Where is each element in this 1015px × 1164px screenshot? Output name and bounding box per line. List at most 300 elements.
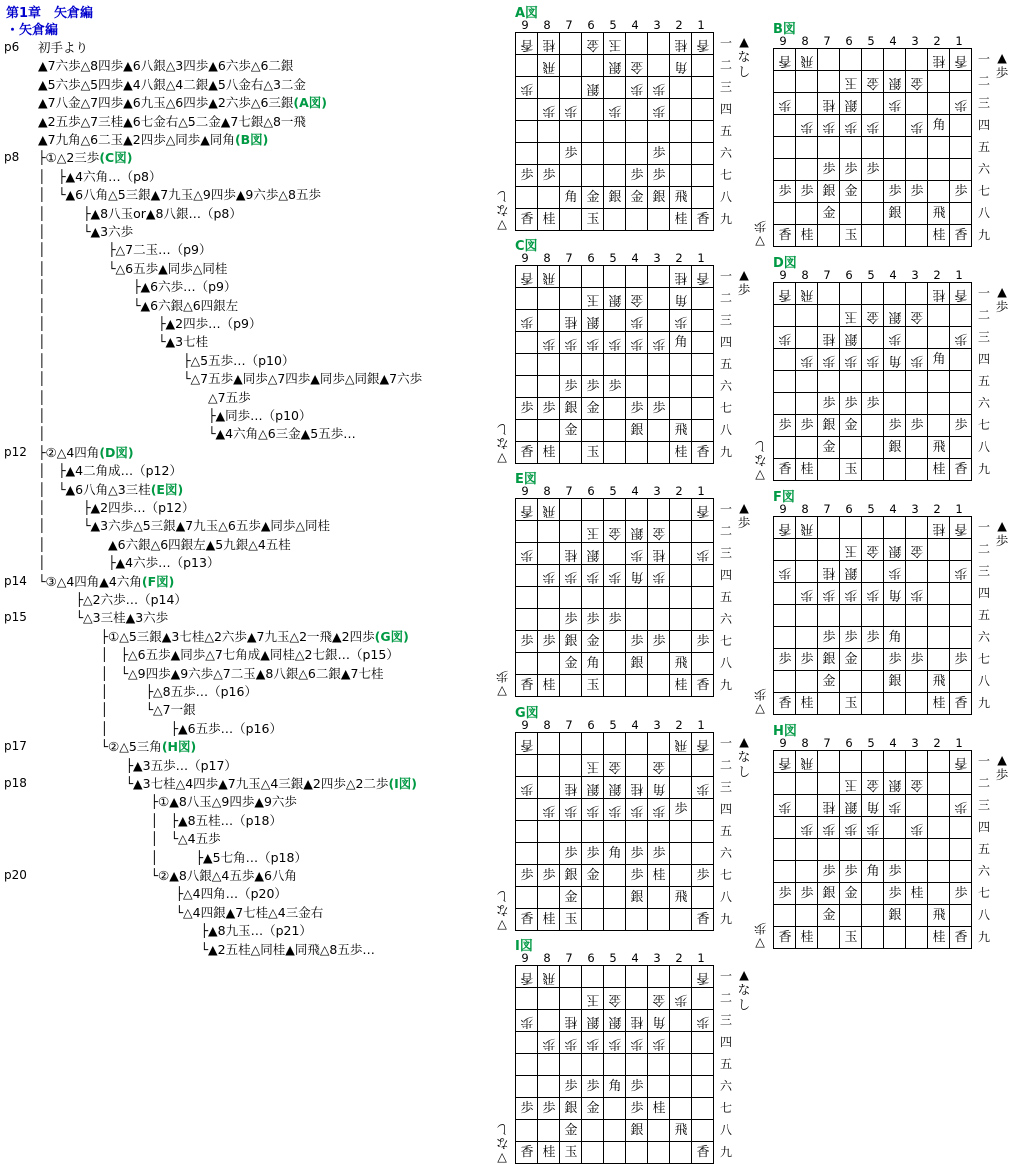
file-label: 8 (801, 502, 809, 516)
file-label: 1 (697, 251, 705, 265)
file-label: 2 (933, 736, 941, 750)
sente-piece: 歩 (652, 168, 666, 183)
sente-piece: 歩 (652, 634, 666, 649)
gote-piece: 歩 (954, 799, 968, 814)
tree-move-text: │ ├▲8五桂…（p18） (38, 812, 282, 828)
diagram-i (495, 937, 755, 1164)
sente-piece: 金 (844, 418, 858, 433)
sente-piece: 金 (630, 190, 644, 205)
tree-move-text: │ ├△8五歩…（p16） (38, 684, 257, 699)
sente-piece: 歩 (822, 396, 836, 411)
section-title: ・矢倉編 (6, 23, 59, 38)
sente-hand: ▲歩 (995, 284, 1009, 314)
rank-label: 七 (977, 184, 990, 198)
sente-piece: 角 (932, 118, 946, 133)
sente-piece: 歩 (844, 630, 858, 645)
sente-piece: 金 (844, 184, 858, 199)
sente-piece: 歩 (910, 418, 924, 433)
rank-label: 一 (977, 286, 990, 300)
file-label: 8 (543, 18, 551, 32)
sente-piece: 歩 (696, 868, 710, 883)
rank-label: 三 (977, 564, 990, 578)
file-label: 3 (653, 251, 661, 265)
tree-line (38, 884, 287, 903)
rank-label: 一 (719, 269, 732, 283)
gote-piece: 金 (608, 992, 622, 1007)
gote-piece: 金 (608, 525, 622, 540)
rank-label: 四 (977, 118, 990, 132)
tree-line (38, 498, 194, 517)
gote-piece: 金 (910, 543, 924, 558)
gote-hand-pieces: しな (495, 1122, 509, 1151)
gote-piece: 金 (652, 759, 666, 774)
file-label: 5 (867, 268, 875, 282)
rank-label: 三 (719, 780, 732, 794)
tree-line (38, 811, 282, 830)
rank-label: 五 (977, 140, 990, 154)
tree-move-text: │ ├▲2四歩…（p9） (38, 316, 262, 331)
file-label: 2 (675, 951, 683, 965)
rank-label: 六 (719, 379, 732, 393)
file-label: 1 (697, 484, 705, 498)
gote-piece: 歩 (866, 821, 880, 836)
gote-piece: 歩 (652, 336, 666, 351)
sente-piece: 歩 (586, 846, 600, 861)
gote-piece: 歩 (844, 587, 858, 602)
diagram-d (753, 254, 1013, 481)
sente-piece: 歩 (542, 401, 556, 416)
gote-piece: 歩 (586, 569, 600, 584)
diagram-title: F図 (773, 490, 795, 505)
sente-hand: ▲歩 (737, 267, 751, 297)
sente-hand: ▲歩 (995, 518, 1009, 548)
sente-piece: 歩 (822, 864, 836, 879)
gote-piece: 歩 (844, 353, 858, 368)
gote-piece: 香 (696, 503, 710, 518)
sente-piece: 歩 (564, 146, 578, 161)
tree-move-text: └③△4四角▲4六角 (38, 573, 142, 589)
sente-piece: 銀 (888, 908, 902, 923)
sente-piece: 香 (696, 445, 710, 460)
file-label: 9 (521, 951, 529, 965)
file-label: 7 (565, 951, 573, 965)
tree-move-text: │ ├△5五歩…（p10） (38, 352, 295, 368)
rank-labels (716, 965, 734, 1164)
gote-piece: 桂 (564, 314, 578, 329)
rank-label: 六 (977, 630, 990, 644)
gote-piece: 飛 (800, 53, 814, 68)
gote-piece: 桂 (822, 331, 836, 346)
file-label: 5 (609, 484, 617, 498)
tree-move-text: └②△5三角 (38, 739, 162, 755)
sente-piece: 金 (844, 652, 858, 667)
tree-line (38, 921, 312, 940)
gote-piece: 銀 (888, 543, 902, 558)
gote-piece: 歩 (542, 336, 556, 351)
gote-piece: 歩 (608, 103, 622, 118)
sente-piece: 玉 (586, 678, 600, 693)
shogi-board (773, 48, 972, 247)
gote-piece: 歩 (800, 119, 814, 134)
page-reference: p15 (4, 610, 27, 625)
sente-piece: 歩 (608, 612, 622, 627)
gote-piece: 香 (778, 287, 792, 302)
tree-move-text: │ └▲3七桂 (38, 334, 209, 350)
sente-piece: 歩 (888, 184, 902, 199)
gote-piece: 金 (866, 543, 880, 558)
file-label: 6 (587, 484, 595, 498)
rank-label: 九 (977, 228, 990, 242)
sente-piece: 玉 (844, 228, 858, 243)
tree-line (38, 332, 208, 351)
gote-piece: 銀 (608, 292, 622, 307)
file-label: 4 (631, 951, 639, 965)
tree-move-text: │ ├▲4六歩…（p13） (38, 555, 220, 571)
sente-piece: 桂 (542, 1145, 556, 1160)
sente-piece: 桂 (932, 462, 946, 477)
gote-hand-mark: △ (497, 682, 507, 697)
tree-move-text: ├①△2三歩 (38, 150, 100, 166)
tree-line (38, 903, 323, 922)
file-label: 3 (911, 502, 919, 516)
sente-piece: 歩 (652, 146, 666, 161)
tree-move-text: │ └△9四歩▲9六歩△7二玉▲8八銀△6二銀▲7七桂 (38, 665, 384, 681)
sente-piece: 香 (954, 228, 968, 243)
tree-move-text: │ └△7五歩▲同歩△7四歩▲同歩△同銀▲7六歩 (38, 371, 423, 387)
sente-piece: 金 (564, 423, 578, 438)
sente-piece: 歩 (564, 1079, 578, 1094)
sente-piece: 金 (564, 656, 578, 671)
sente-piece: 金 (822, 674, 836, 689)
sente-piece: 飛 (932, 440, 946, 455)
rank-labels (974, 750, 992, 949)
sente-piece: 桂 (932, 696, 946, 711)
gote-piece: 桂 (932, 287, 946, 302)
sente-piece: 香 (778, 462, 792, 477)
sente-piece: 香 (954, 462, 968, 477)
file-label: 4 (631, 484, 639, 498)
file-label: 2 (933, 268, 941, 282)
sente-piece: 桂 (800, 462, 814, 477)
gote-piece: 銀 (586, 1014, 600, 1029)
gote-piece: 香 (520, 970, 534, 985)
gote-piece: 歩 (564, 336, 578, 351)
gote-piece: 金 (630, 59, 644, 74)
sente-piece: 飛 (674, 1123, 688, 1138)
gote-piece: 歩 (630, 314, 644, 329)
sente-piece: 香 (696, 678, 710, 693)
gote-piece: 香 (520, 503, 534, 518)
gote-piece: 歩 (564, 569, 578, 584)
rank-labels (974, 48, 992, 247)
diagram-b (753, 20, 1013, 247)
sente-piece: 歩 (630, 846, 644, 861)
page-reference: p14 (4, 573, 27, 588)
file-label: 1 (955, 736, 963, 750)
tree-line (38, 572, 174, 591)
sente-piece: 香 (520, 212, 534, 227)
tree-move-text: │ ▲6六銀△6四銀左▲5九銀△4五桂 (38, 536, 291, 552)
tree-move-text: ├①△5三銀▲3七桂△2六歩▲7九玉△2一飛▲2四歩 (38, 628, 375, 644)
gote-piece: 歩 (696, 1014, 710, 1029)
tree-move-text: │ ├▲6六歩…（p9） (38, 279, 237, 295)
gote-piece: 桂 (630, 781, 644, 796)
diagram-h (753, 722, 1013, 949)
gote-piece: 金 (910, 75, 924, 90)
gote-piece: 桂 (674, 270, 688, 285)
sente-piece: 歩 (954, 418, 968, 433)
tree-line (38, 829, 221, 848)
sente-piece: 桂 (652, 868, 666, 883)
rank-label: 四 (719, 102, 732, 116)
gote-piece: 桂 (564, 781, 578, 796)
tree-move-text: └△3三桂▲3六歩 (38, 610, 169, 626)
gote-piece: 歩 (652, 81, 666, 96)
sente-piece: 歩 (564, 379, 578, 394)
gote-piece: 歩 (910, 119, 924, 134)
gote-piece: 金 (652, 525, 666, 540)
tree-move-text: ▲7九角△6二玉▲2四歩△同歩▲同角 (38, 132, 235, 147)
tree-line (38, 167, 162, 186)
tree-line (38, 480, 183, 499)
sente-piece: 飛 (932, 908, 946, 923)
tree-line (38, 516, 330, 535)
file-label: 5 (867, 502, 875, 516)
gote-piece: 銀 (888, 309, 902, 324)
gote-piece: 歩 (520, 781, 534, 796)
gote-hand-mark: △ (755, 232, 765, 247)
sente-piece: 歩 (630, 868, 644, 883)
sente-piece: 銀 (630, 423, 644, 438)
tree-move-text: │ ├▲2四歩…（p12） (38, 500, 195, 515)
gote-piece: 桂 (564, 547, 578, 562)
gote-hand-pieces: 歩 (495, 669, 509, 684)
sente-piece: 銀 (564, 634, 578, 649)
gote-hand (493, 669, 511, 697)
file-label: 3 (911, 268, 919, 282)
rank-label: 三 (719, 546, 732, 560)
file-label: 3 (653, 951, 661, 965)
sente-piece: 角 (608, 846, 622, 861)
rank-label: 二 (719, 524, 732, 538)
file-label: 3 (653, 718, 661, 732)
file-label: 5 (867, 736, 875, 750)
tree-move-text: ▲2五歩△7三桂▲6七金右△5二金▲7七銀△8一飛 (38, 113, 306, 129)
rank-label: 四 (977, 352, 990, 366)
gote-hand-pieces: 歩 (753, 687, 767, 702)
tree-line (38, 112, 306, 131)
sente-piece: 香 (954, 696, 968, 711)
rank-label: 一 (719, 969, 732, 983)
file-label: 7 (565, 18, 573, 32)
sente-piece: 飛 (674, 890, 688, 905)
gote-piece: 歩 (778, 331, 792, 346)
gote-hand-mark: △ (497, 449, 507, 464)
rank-label: 二 (719, 758, 732, 772)
file-label: 5 (609, 18, 617, 32)
tree-move-text: │ ├▲4二角成…（p12） (38, 463, 182, 479)
tree-move-text: ├△2六歩…（p14） (38, 592, 187, 607)
rank-label: 二 (977, 542, 990, 556)
sente-piece: 歩 (564, 846, 578, 861)
sente-piece: 桂 (542, 212, 556, 227)
sente-hand: ▲歩 (995, 50, 1009, 80)
gote-piece: 玉 (608, 37, 622, 52)
rank-label: 四 (719, 1035, 732, 1049)
file-label: 3 (911, 34, 919, 48)
gote-piece: 玉 (844, 543, 858, 558)
shogi-board (515, 732, 714, 931)
rank-label: 一 (977, 520, 990, 534)
tree-line (38, 645, 399, 664)
sente-piece: 歩 (888, 418, 902, 433)
tree-move-text: └▲3七桂△4四歩▲7九玉△4三銀▲2四歩△2二歩 (38, 776, 389, 791)
gote-piece: 角 (866, 799, 880, 814)
tree-move-text: └②▲8八銀△4五歩▲6八角 (38, 868, 297, 883)
file-label: 5 (609, 251, 617, 265)
tree-move-text: │ ├▲5七角…（p18） (38, 849, 307, 865)
sente-piece: 歩 (954, 886, 968, 901)
gote-piece: 歩 (608, 803, 622, 818)
gote-piece: 金 (608, 759, 622, 774)
sente-piece: 金 (586, 868, 600, 883)
tree-move-text: │ └▲6八角△3三桂 (38, 481, 151, 497)
rank-label: 一 (977, 52, 990, 66)
sente-piece: 歩 (800, 184, 814, 199)
tree-line (38, 737, 196, 756)
diagram-title: B図 (773, 22, 796, 37)
rank-label: 八 (977, 674, 990, 688)
sente-piece: 歩 (866, 396, 880, 411)
diagram-reference: (H図) (161, 739, 197, 755)
file-label: 1 (697, 951, 705, 965)
sente-piece: 角 (608, 1079, 622, 1094)
file-labels (773, 736, 973, 750)
file-label: 7 (823, 502, 831, 516)
gote-piece: 歩 (844, 119, 858, 134)
sente-piece: 歩 (630, 634, 644, 649)
sente-piece: 金 (822, 908, 836, 923)
file-label: 8 (543, 484, 551, 498)
gote-piece: 歩 (652, 103, 666, 118)
sente-piece: 香 (778, 930, 792, 945)
gote-piece: 歩 (778, 97, 792, 112)
tree-move-text: ├▲3五歩…（p17） (38, 757, 237, 773)
gote-hand (493, 422, 511, 464)
gote-piece: 金 (630, 292, 644, 307)
gote-piece: 歩 (564, 103, 578, 118)
sente-piece: 飛 (674, 423, 688, 438)
tree-move-text: │ △7五歩 (38, 389, 251, 405)
tree-line (38, 553, 219, 572)
gote-piece: 香 (696, 970, 710, 985)
page-reference: p12 (4, 444, 27, 459)
rank-label: 九 (977, 696, 990, 710)
sente-hand: ▲なし (737, 34, 751, 79)
file-label: 5 (609, 951, 617, 965)
tree-line (38, 406, 312, 425)
gote-piece: 玉 (586, 992, 600, 1007)
sente-piece: 飛 (932, 206, 946, 221)
sente-piece: 歩 (630, 401, 644, 416)
gote-piece: 歩 (630, 81, 644, 96)
diagram-title: H図 (773, 724, 797, 739)
file-label: 9 (521, 484, 529, 498)
tree-line (38, 204, 242, 223)
diagram-title: C図 (515, 239, 538, 254)
rank-labels (974, 516, 992, 715)
rank-label: 一 (977, 754, 990, 768)
sente-piece: 歩 (696, 634, 710, 649)
sente-piece: 歩 (520, 168, 534, 183)
gote-piece: 歩 (564, 1036, 578, 1051)
rank-label: 八 (977, 206, 990, 220)
gote-piece: 歩 (910, 821, 924, 836)
gote-piece: 銀 (844, 331, 858, 346)
gote-piece: 銀 (888, 777, 902, 792)
tree-move-text: ├①▲8八玉△9四歩▲9六歩 (38, 794, 297, 810)
sente-piece: 桂 (652, 1101, 666, 1116)
file-label: 9 (521, 251, 529, 265)
gote-piece: 金 (866, 309, 880, 324)
gote-piece: 香 (954, 521, 968, 536)
file-label: 7 (823, 268, 831, 282)
sente-piece: 桂 (800, 696, 814, 711)
rank-label: 七 (719, 401, 732, 415)
gote-piece: 歩 (800, 821, 814, 836)
sente-piece: 歩 (954, 652, 968, 667)
sente-piece: 銀 (888, 206, 902, 221)
gote-piece: 角 (652, 781, 666, 796)
tree-move-text: │ ├▲8八玉or▲8八銀…（p8） (38, 205, 242, 221)
sente-piece: 香 (520, 678, 534, 693)
gote-piece: 飛 (542, 59, 556, 74)
sente-piece: 歩 (608, 379, 622, 394)
rank-label: 五 (719, 357, 732, 371)
page-reference: p20 (4, 868, 27, 882)
gote-piece: 歩 (674, 314, 688, 329)
rank-labels (716, 498, 734, 697)
file-label: 6 (845, 736, 853, 750)
file-label: 4 (889, 502, 897, 516)
file-label: 7 (565, 484, 573, 498)
rank-label: 六 (719, 146, 732, 160)
gote-piece: 歩 (586, 336, 600, 351)
rank-label: 二 (719, 991, 732, 1005)
tree-move-text: ├▲8九玉…（p21） (38, 923, 312, 939)
gote-hand-mark: △ (755, 466, 765, 481)
gote-piece: 金 (910, 309, 924, 324)
rank-label: 六 (977, 396, 990, 410)
diagram-reference: (D図) (99, 444, 134, 460)
gote-piece: 香 (778, 755, 792, 770)
sente-piece: 銀 (630, 1123, 644, 1138)
file-label: 9 (779, 502, 787, 516)
gote-piece: 飛 (800, 521, 814, 536)
gote-piece: 歩 (822, 353, 836, 368)
sente-piece: 香 (778, 696, 792, 711)
file-label: 4 (889, 736, 897, 750)
rank-label: 五 (719, 824, 732, 838)
sente-piece: 玉 (564, 1145, 578, 1160)
sente-piece: 歩 (778, 652, 792, 667)
gote-piece: 桂 (822, 565, 836, 580)
file-label: 2 (933, 34, 941, 48)
diagram-reference: (C図) (99, 150, 133, 166)
gote-piece: 角 (630, 569, 644, 584)
diagram-reference: (I図) (388, 776, 418, 791)
gote-piece: 歩 (586, 803, 600, 818)
